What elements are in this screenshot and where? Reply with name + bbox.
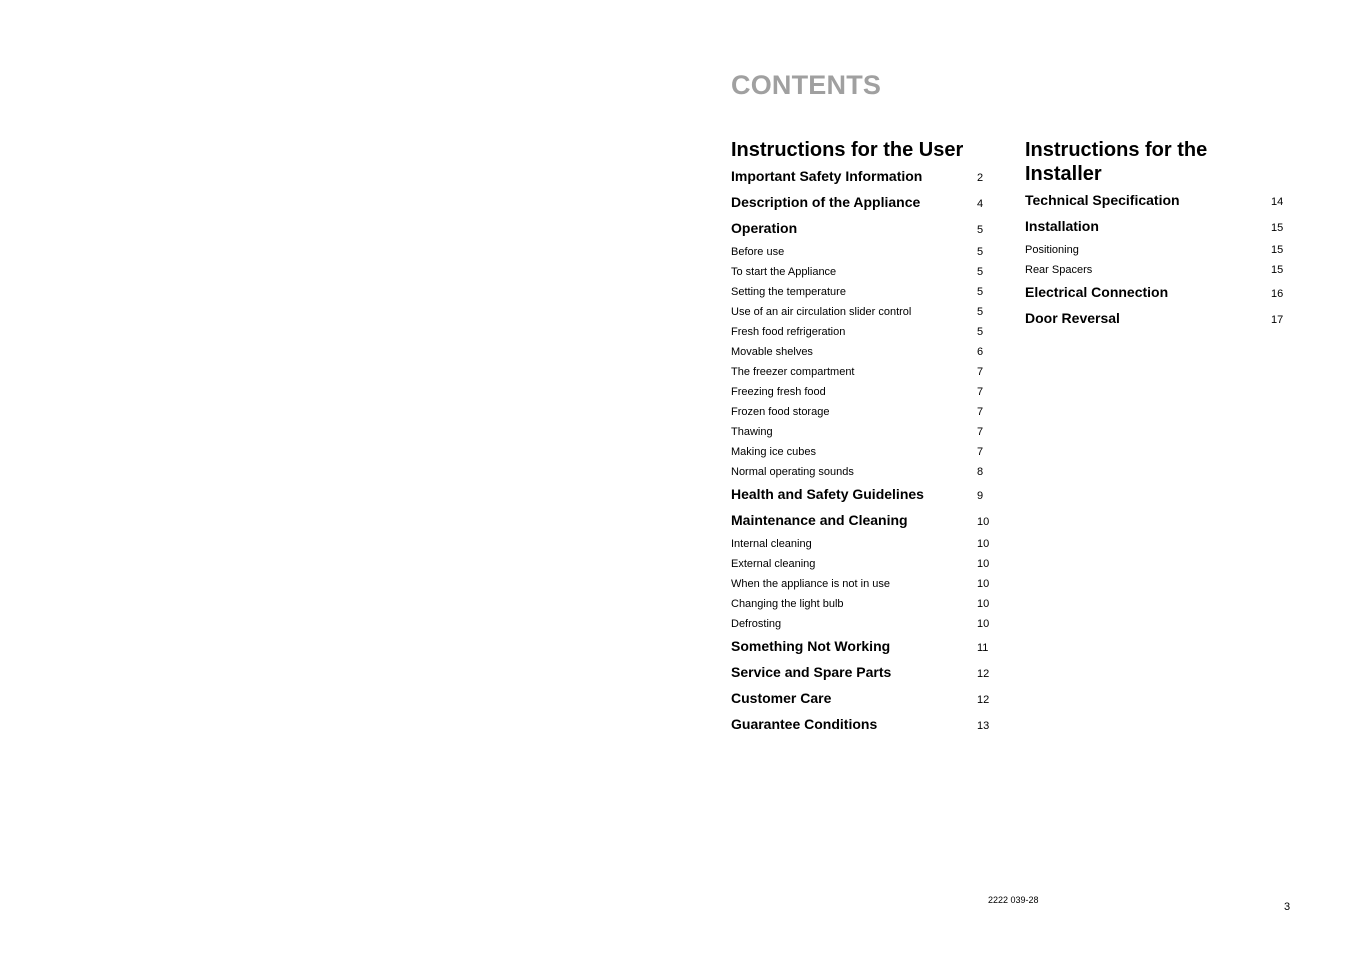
- toc-entry-label: Positioning: [1025, 244, 1079, 256]
- toc-entry: [731, 598, 1001, 618]
- toc-entry: [731, 664, 1001, 690]
- page-number: 3: [1284, 901, 1291, 913]
- toc-entry: [731, 168, 1001, 194]
- toc-entry: [731, 346, 1001, 366]
- toc-entry: [731, 220, 1001, 246]
- toc-entry-label: Internal cleaning: [731, 538, 812, 550]
- installer-toc-list: [1025, 192, 1295, 336]
- toc-entry-label: Description of the Appliance: [731, 194, 921, 210]
- toc-entry-label: Electrical Connection: [1025, 284, 1169, 300]
- toc-entry-label: Thawing: [731, 426, 773, 438]
- toc-entry: [731, 246, 1001, 266]
- toc-entry-page: 5: [977, 266, 984, 278]
- toc-entry-page: 5: [977, 224, 984, 236]
- toc-entry: [731, 266, 1001, 286]
- toc-entry: [731, 578, 1001, 598]
- toc-entry: [731, 286, 1001, 306]
- toc-entry-page: 10: [977, 558, 990, 570]
- toc-entry-label: Installation: [1025, 218, 1099, 234]
- toc-entry: [1025, 192, 1295, 218]
- toc-entry: [731, 306, 1001, 326]
- toc-entry-page: 2: [977, 172, 984, 184]
- toc-entry-page: 10: [977, 516, 990, 528]
- toc-entry: [731, 638, 1001, 664]
- toc-entry-page: 4: [977, 198, 984, 210]
- toc-entry: [731, 558, 1001, 578]
- toc-entry: [1025, 244, 1295, 264]
- toc-entry-page: 6: [977, 346, 984, 358]
- toc-entry-label: Making ice cubes: [731, 446, 816, 458]
- toc-entry-page: 9: [977, 490, 984, 502]
- toc-entry-label: Normal operating sounds: [731, 466, 854, 478]
- toc-entry: [731, 406, 1001, 426]
- toc-entry-label: Fresh food refrigeration: [731, 326, 846, 338]
- toc-entry-label: Guarantee Conditions: [731, 716, 878, 732]
- toc-entry-page: 11: [977, 642, 989, 654]
- toc-entry-label: Changing the light bulb: [731, 598, 844, 610]
- toc-entry-label: The freezer compartment: [731, 366, 855, 378]
- toc-entry-label: Frozen food storage: [731, 406, 830, 418]
- toc-entry: [731, 326, 1001, 346]
- toc-entry-label: Service and Spare Parts: [731, 664, 892, 680]
- toc-entry: [731, 426, 1001, 446]
- toc-entry-page: 14: [1271, 196, 1284, 208]
- toc-entry-page: 5: [977, 286, 984, 298]
- toc-entry-page: 7: [977, 406, 984, 418]
- toc-entry-page: 5: [977, 326, 984, 338]
- toc-entry-label: Rear Spacers: [1025, 264, 1093, 276]
- toc-entry: [731, 618, 1001, 638]
- toc-entry-label: Maintenance and Cleaning: [731, 512, 908, 528]
- toc-entry-page: 10: [977, 618, 990, 630]
- toc-entry-page: 8: [977, 466, 984, 478]
- toc-entry-page: 7: [977, 426, 984, 438]
- toc-entry-label: Movable shelves: [731, 346, 813, 358]
- toc-entry-page: 15: [1271, 222, 1284, 234]
- toc-entry-label: To start the Appliance: [731, 266, 837, 278]
- toc-entry-label: Customer Care: [731, 690, 832, 706]
- toc-entry-page: 16: [1271, 288, 1284, 300]
- toc-entry-page: 10: [977, 598, 990, 610]
- toc-entry-page: 7: [977, 386, 984, 398]
- toc-entry: [731, 538, 1001, 558]
- toc-entry: [731, 512, 1001, 538]
- user-instructions-heading: Instructions for the User: [731, 139, 964, 161]
- toc-entry: [731, 486, 1001, 512]
- toc-entry: [731, 690, 1001, 716]
- toc-entry-page: 5: [977, 306, 984, 318]
- toc-entry: [731, 466, 1001, 486]
- toc-entry-label: Use of an air circulation slider control: [731, 306, 912, 318]
- toc-entry: [1025, 264, 1295, 284]
- toc-entry: [731, 386, 1001, 406]
- toc-entry-label: Something Not Working: [731, 638, 891, 654]
- toc-entry: [731, 446, 1001, 466]
- toc-entry-page: 7: [977, 446, 984, 458]
- toc-entry: [731, 366, 1001, 386]
- installer-instructions-heading: Instructions for the Installer: [1025, 139, 1208, 185]
- toc-entry: [1025, 218, 1295, 244]
- toc-entry-label: Defrosting: [731, 618, 782, 630]
- toc-entry-label: Before use: [731, 246, 785, 258]
- document-code: 2222 039-28: [988, 895, 1039, 905]
- toc-entry-page: 7: [977, 366, 984, 378]
- toc-entry-label: Operation: [731, 220, 798, 236]
- toc-entry-label: Health and Safety Guidelines: [731, 486, 924, 502]
- toc-entry-label: Door Reversal: [1025, 310, 1120, 326]
- toc-entry-label: Setting the temperature: [731, 286, 846, 298]
- toc-entry-page: 15: [1271, 264, 1284, 276]
- toc-entry-page: 10: [977, 538, 990, 550]
- user-toc-list: [731, 168, 1001, 742]
- toc-entry-page: 12: [977, 668, 990, 680]
- toc-entry-page: 12: [977, 694, 990, 706]
- installer-instructions-column: [1025, 138, 1295, 336]
- toc-entry-label: When the appliance is not in use: [731, 578, 890, 590]
- toc-entry: [731, 716, 1001, 742]
- toc-entry-label: Important Safety Information: [731, 168, 923, 184]
- toc-entry: [731, 194, 1001, 220]
- toc-entry: [1025, 284, 1295, 310]
- toc-entry-page: 5: [977, 246, 984, 258]
- toc-entry-page: 13: [977, 720, 990, 732]
- toc-entry-page: 15: [1271, 244, 1284, 256]
- toc-entry: [1025, 310, 1295, 336]
- toc-entry-label: Freezing fresh food: [731, 386, 826, 398]
- toc-entry-label: Technical Specification: [1025, 192, 1180, 208]
- toc-entry-page: 10: [977, 578, 990, 590]
- toc-entry-label: External cleaning: [731, 558, 816, 570]
- page-title: CONTENTS: [731, 70, 882, 100]
- toc-entry-page: 17: [1271, 314, 1284, 326]
- user-instructions-column: [731, 138, 1001, 742]
